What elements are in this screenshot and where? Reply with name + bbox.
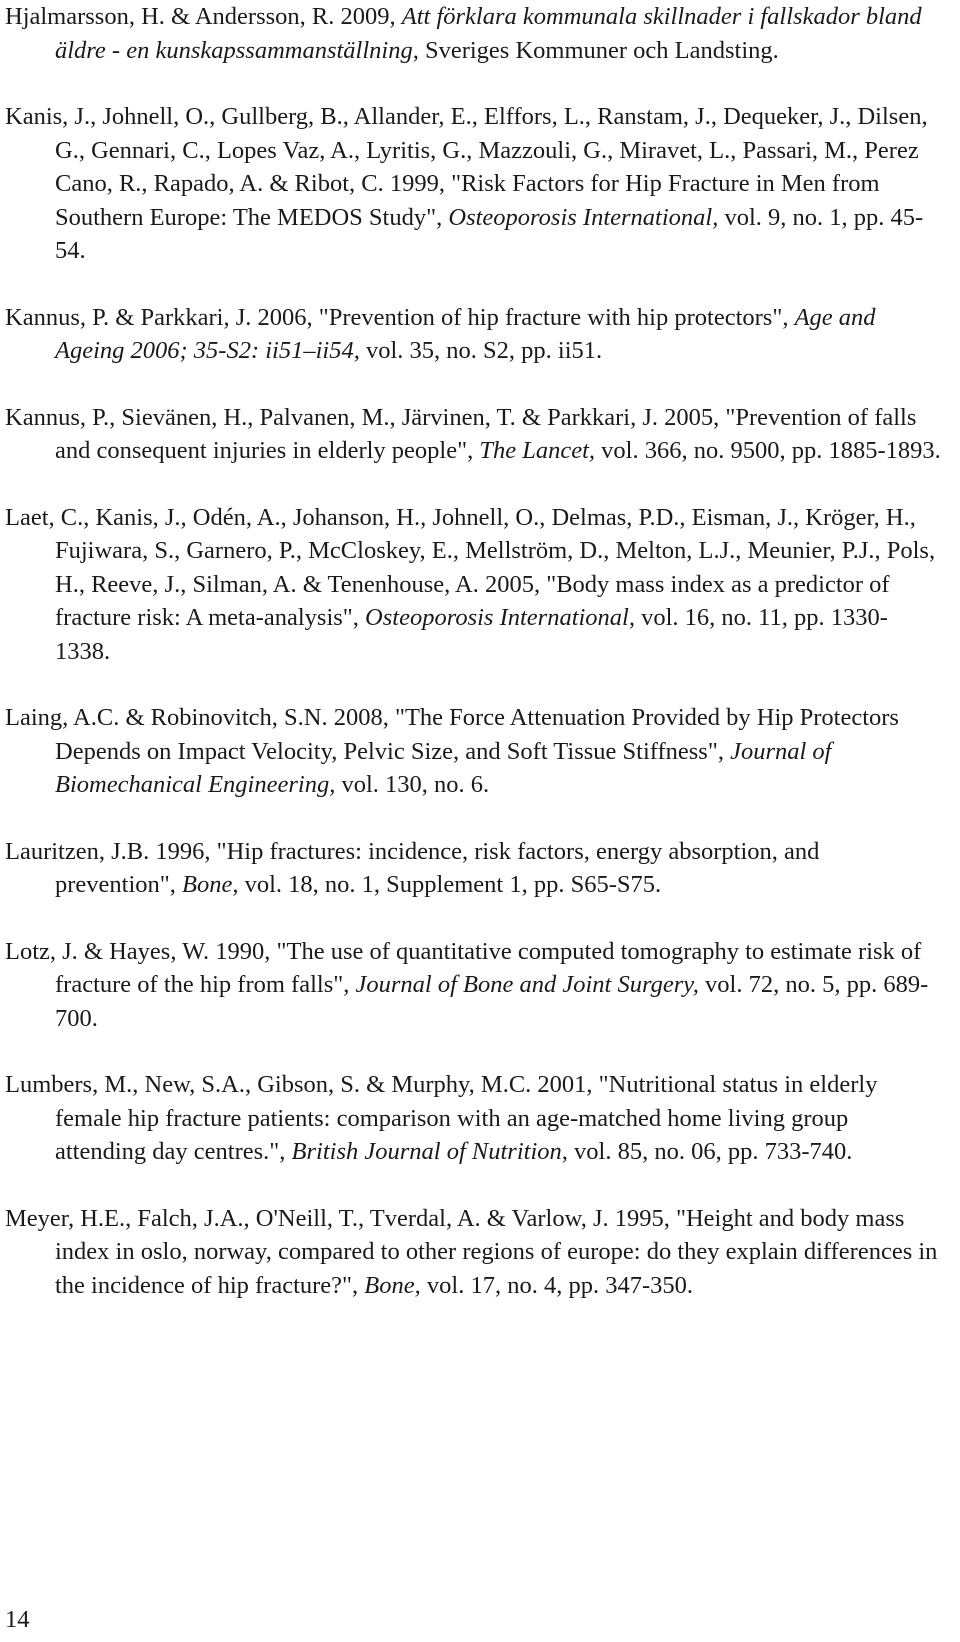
reference-authors-title: Lotz, J. & Hayes, W. 1990, "The use of quantitative computed tomography to estimate risk of fracture of the hip from falls", xyxy=(5,937,922,998)
reference-authors-title: Laet, C., Kanis, J., Odén, A., Johanson, H., Johnell, O., Delmas, P.D., Eisman, J., Kröger, H., Fujiwara, S., Garnero, P., McCloskey, E., Mellström, D., Melton, L.J., Meunier, P.J., Pols, H., Reeve, J., Silman, A. & Tenenhouse, A. 2005, "Body mass index as a predictor of fracture risk: A meta-analysis", xyxy=(5,503,936,631)
reference-entry xyxy=(5,100,942,268)
reference-source: Osteoporosis International, xyxy=(365,604,635,631)
reference-entry xyxy=(5,0,942,67)
reference-authors-title: Hjalmarsson, H. & Andersson, R. 2009, xyxy=(5,3,402,30)
reference-authors-title: Kannus, P. & Parkkari, J. 2006, "Prevention of hip fracture with hip protectors", xyxy=(5,303,795,331)
reference-source: Journal of Bone and Joint Surgery, xyxy=(355,971,699,998)
page-number: 14 xyxy=(5,1606,30,1633)
reference-details: vol. 72, no. 5, pp. 689-700. xyxy=(55,971,929,1032)
reference-source: Bone, xyxy=(364,1271,421,1299)
reference-source: British Journal of Nutrition, xyxy=(291,1138,568,1165)
reference-authors-title: Lumbers, M., New, S.A., Gibson, S. & Murphy, M.C. 2001, "Nutritional status in elderly female hip fracture patients: comparison with an age-matched home living group attending day centres.", xyxy=(5,1071,878,1165)
reference-authors-title: Lauritzen, J.B. 1996, "Hip fractures: incidence, risk factors, energy absorption, and prevention", xyxy=(5,837,820,898)
reference-details: vol. 35, no. S2, pp. ii51. xyxy=(359,337,603,364)
reference-entry xyxy=(5,301,942,368)
reference-authors-title: Kannus, P., Sievänen, H., Palvanen, M., Järvinen, T. & Parkkari, J. 2005, "Prevention of falls and consequent injuries in elderly people", xyxy=(5,403,917,464)
reference-details: Sveriges Kommuner och Landsting. xyxy=(418,36,779,64)
reference-entry xyxy=(5,1202,942,1303)
reference-authors-title: Laing, A.C. & Robinovitch, S.N. 2008, "The Force Attenuation Provided by Hip Protectors Depends on Impact Velocity, Pelvic Size, and Soft Tissue Stiffness", xyxy=(5,704,899,765)
reference-details: vol. 85, no. 06, pp. 733-740. xyxy=(567,1138,853,1165)
reference-details: vol. 9, no. 1, pp. 45-54. xyxy=(55,203,924,264)
reference-source: Bone, xyxy=(182,871,239,898)
reference-details: vol. 17, no. 4, pp. 347-350. xyxy=(420,1271,693,1299)
reference-entry xyxy=(5,835,942,902)
reference-authors-title: Kanis, J., Johnell, O., Gullberg, B., Allander, E., Elffors, L., Ranstam, J., Dequeker, J., Dilsen, G., Gennari, C., Lopes Vaz, A., Lyritis, G., Mazzouli, G., Miravet, L., Passari, M., Perez Cano, R., Rapado, A. & Ribot, C. 1999, "Risk Factors for Hip Fracture in Men from Southern Europe: The MEDOS Study", xyxy=(5,103,928,231)
reference-details: vol. 16, no. 11, pp. 1330-1338. xyxy=(55,604,888,665)
reference-entry xyxy=(5,935,942,1036)
reference-list xyxy=(5,0,942,1302)
reference-source: Age and Ageing 2006; 35-S2: ii51–ii54, xyxy=(55,303,876,364)
reference-entry xyxy=(5,401,942,468)
reference-source: The Lancet, xyxy=(479,437,596,464)
reference-details: vol. 18, no. 1, Supplement 1, pp. S65-S75. xyxy=(238,871,662,898)
reference-entry xyxy=(5,1068,942,1169)
reference-authors-title: Meyer, H.E., Falch, J.A., O'Neill, T., Tverdal, A. & Varlow, J. 1995, "Height and body mass index in oslo, norway, compared to other regions of europe: do they explain differences in the incidence of hip fracture?", xyxy=(5,1204,938,1299)
reference-entry xyxy=(5,501,942,669)
reference-details: vol. 130, no. 6. xyxy=(335,771,490,798)
reference-entry xyxy=(5,701,942,802)
reference-source: Osteoporosis International, xyxy=(448,203,719,231)
reference-source: Att förklara kommunala skillnader i fallskador bland äldre - en kunskapssammanställning, xyxy=(55,3,922,64)
reference-source: Journal of Biomechanical Engineering, xyxy=(55,737,832,798)
reference-details: vol. 366, no. 9500, pp. 1885-1893. xyxy=(595,437,941,464)
